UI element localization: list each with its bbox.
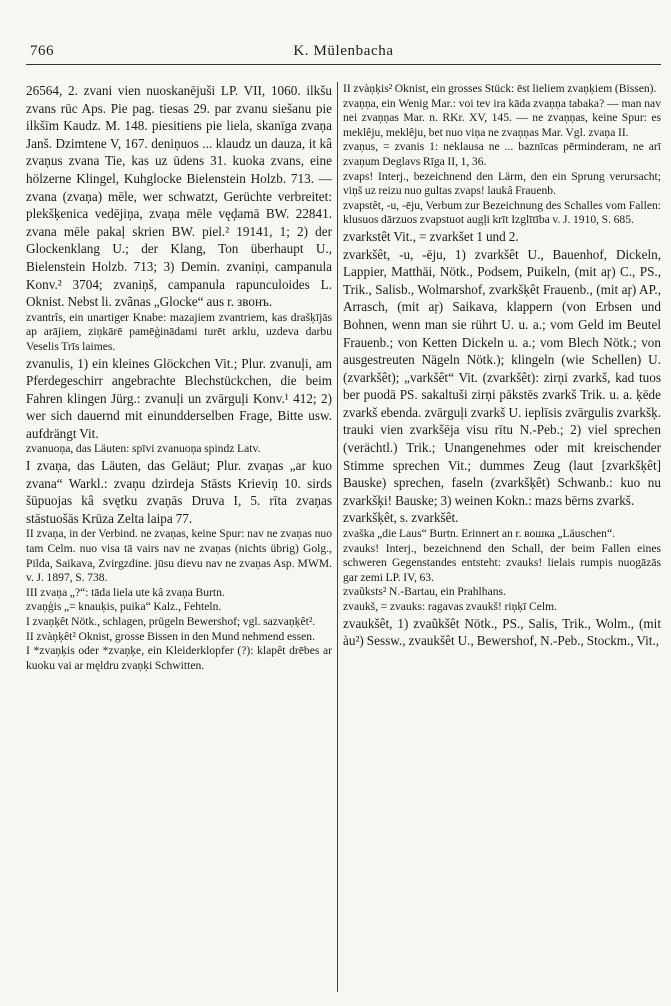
dictionary-entry: zvaukš, = zvauks: ragavas zvaukš! riņķī Celm.: [343, 600, 558, 613]
dictionary-entry: II zvàņķis² Oknist, ein grosses Stück: ēst lieliem zvaņķiem (Bissen).: [343, 82, 657, 95]
dictionary-entry: I *zvaņķis oder *zvaņķe, ein Kleiderklopfer (?): klapêt drēbes ar kuoku vai ar męldru zvaņķi Schwitten.: [26, 644, 332, 672]
page-number: 766: [30, 43, 54, 59]
page-header: [26, 40, 661, 65]
left-column: [26, 82, 332, 997]
dictionary-entry: zvaņņa, ein Wenig Mar.: voi tev ira kāda zvaņņa tabaka? — man nav nei zvaņņas Mar. n. RKr. XV, 145. — ne zvaņņas, keine Spur: es meklêju, meklêju, bet nuo viņa ne zvaņņas Mar. Vgl. zvaņa II.: [343, 96, 661, 139]
dictionary-entry: zvanulis, 1) ein kleines Glöckchen Vit.; Plur. zvanuļi, am Pferdegeschirr angebrachte Blechstückchen, die beim Fahren klingen Jürg.: zvanuļi un zvārguļi Konv.¹ 412; 2) wer sich dauernd mit einundderselben Frage, Bitte usw. aufdrängt Vit.: [26, 355, 332, 441]
dictionary-entry: I zvaņa, das Läuten, das Geläut; Plur. zvaņas „ar kuo zvana“ Warkl.: zvaņu dzirdeja Stāsts Krieviņ 10. sirds šūpuojas kâ svętku zvaņās Druva I, 5. rīta zvaņas stāstuošās Krūza Zelta laipa 77.: [26, 458, 332, 526]
dictionary-entry: zvaška „die Laus“ Burtn. Erinnert an r. вошка „Läuschen“.: [343, 527, 616, 541]
dictionary-entry: zvaņus, = zvanis 1: neklausa ne ... baznīcas pērminderam, ne arī zvaņum Deglavs Rīga II, 1, 36.: [343, 140, 661, 168]
dictionary-entry: zvaukšêt, 1) zvaũkšêt Nötk., PS., Salis, Trik., Wolm., (mit àu²) Sessw., zvaukšêt U., Bewershof, N.-Peb., Stockm., Vit.,: [343, 615, 661, 649]
dictionary-entry: zvanuoņa, das Läuten: spīvi zvanuoņa spindz Latv.: [26, 442, 261, 456]
dictionary-entry: zvarkšêt, -u, -ēju, 1) zvarkšêt U., Bauenhof, Dickeln, Lappier, Matthäi, Nötk., Podsem, Puikeln, (mit aŗ) C., PS., Trik., Salisb., Wolmarshof, zvarkšķêt Frauenb., (mit aŗ) AP., Arrasch, (mit aŗ) Saikava, klappern (von Erbsen und Bohnen, wenn man sie rührt U. u. a.; vom Geld im Beutel Frauenb.; von Ketten Dickeln u. a.; vom Blech Nötk.; von ausgestreuten Nägeln Nötk.); klingeln (wie Schellen) U. (zvarkšêt); „varkšêt“ Vit. (zvarkšêt): zirņi zvarkš, kad tuos ber puodā PS. sakaltuši zirņi pākstēs zvarkš Trik. u. a. ķēde zvarkš ebenda. zvārguļi zvarkš U. ieplīsis zvārgulis zvarkšķ. trauki vien zvarkšēja visu rītu N.-Peb.; 2) viel sprechen (verächtl.) Trik.; Unangenehmes oder mit kreischender Stimme sprechen Vit.; dummes Zeug (laut [zvarkšķêt] Bauske) sprechen, faseln (zvarkšķêt) Schwanb.: kuo nu zvarkšķi! Bauske; 3) weinen Kokn.: mazs bērns zvarkš.: [343, 246, 661, 508]
dictionary-entry: zvantrîs, ein unartiger Knabe: mazajiem zvantriem, kas drašķījās ap arājiem, ziņkārē pamēģinādami turēt arklu, uzdeva darbu Veselis Trīs laimes.: [26, 310, 332, 353]
dictionary-entry: I zvaņķêt Nötk., schlagen, prügeln Bewershof; vgl. sazvaņķêt².: [26, 615, 316, 628]
running-title: K. Mülenbacha: [293, 43, 394, 59]
dictionary-entry: zvaũksts² N.-Bartau, ein Prahlhans.: [343, 585, 506, 599]
dictionary-entry: zvauks! Interj., bezeichnend den Schall, der beim Fallen eines schweren Gegenstandes entsteht: zvauks! lielais rumpis nuogāzās gar zemi LP. IV, 63.: [343, 541, 661, 584]
dictionary-entry: zvarkšķêt, s. zvarkšêt.: [343, 510, 459, 526]
dictionary-entry: zvaņģis „= knauķis, puika“ Kalz., Fehteln.: [26, 600, 222, 614]
dictionary-entry: zvarkstêt Vit., = zvarkšet 1 und 2.: [343, 228, 519, 244]
dictionary-entry: III zvaņa „?“: tāda liela ute kâ zvaņa Burtn.: [26, 585, 225, 599]
dictionary-entry: zvaps! Interj., bezeichnend den Lärm, den ein Sprung verursacht; viņš uz reizu nuo gultas zvaps! laukâ Frauenb.: [343, 169, 661, 198]
dictionary-entry: zvapstêt, -u, -ēju, Verbum zur Bezeichnung des Schalles vom Fallen: klusuos dārzuos zvapstuot augļi krīt Izglītība v. J. 1910, S. 685.: [343, 198, 661, 227]
right-column: [343, 82, 661, 997]
column-divider: [337, 82, 338, 992]
dictionary-entry: II zvàņķêt² Oknist, grosse Bissen in den Mund nehmend essen.: [26, 629, 315, 643]
dictionary-entry: 26564, 2. zvani vien nuoskanējuši LP. VII, 1060. ilkšu zvans rūc Aps. Pie pag. tiesas 29. par zvanu siešanu pie ilkšīm Kaudz. M. 148. piesitiens pie liela, skanīga zvaņa Janš. Dzimtene V, 167. deniņuos ... klaudz un dauza, it kâ zvaņus zvana Tie, kas uz ūdens 31. kuoka zvans, eine hölzerne Klingel, Kuhglocke Bielenstein Holzb. 713. — zvana (zvaņa) mēle, wer schwatzt, Gerüchte verbreitet: plekšķenica vedējiņa, zvaņa mēle vęḑamā BW. 22841. zvana mēle pakaļ skrien BW. piel.² 19141, 1; 2) der Glockenklang U.; der Klang, Ton überhaupt U., Bielenstein Holzb. 713; 3) Demin. zvaniņi, campanula Konv.² 3704; zvaniņš, campanula rapunculoides L. Oknist. Nebst li. zvãnas „Glocke“ aus r. звонъ.: [26, 83, 332, 310]
dictionary-entry: II zvaņa, in der Verbind. ne zvaņas, keine Spur: nav ne zvaņas nuo tam Celm. nuo visa tā vairs nav ne zvaņas (nichts übrig) Golg., Pilda, Saikava, Zvirgzdine. jūsu dievu nav ne zvaņas Asp. MWM. v. J. 1897, S. 738.: [26, 527, 332, 585]
